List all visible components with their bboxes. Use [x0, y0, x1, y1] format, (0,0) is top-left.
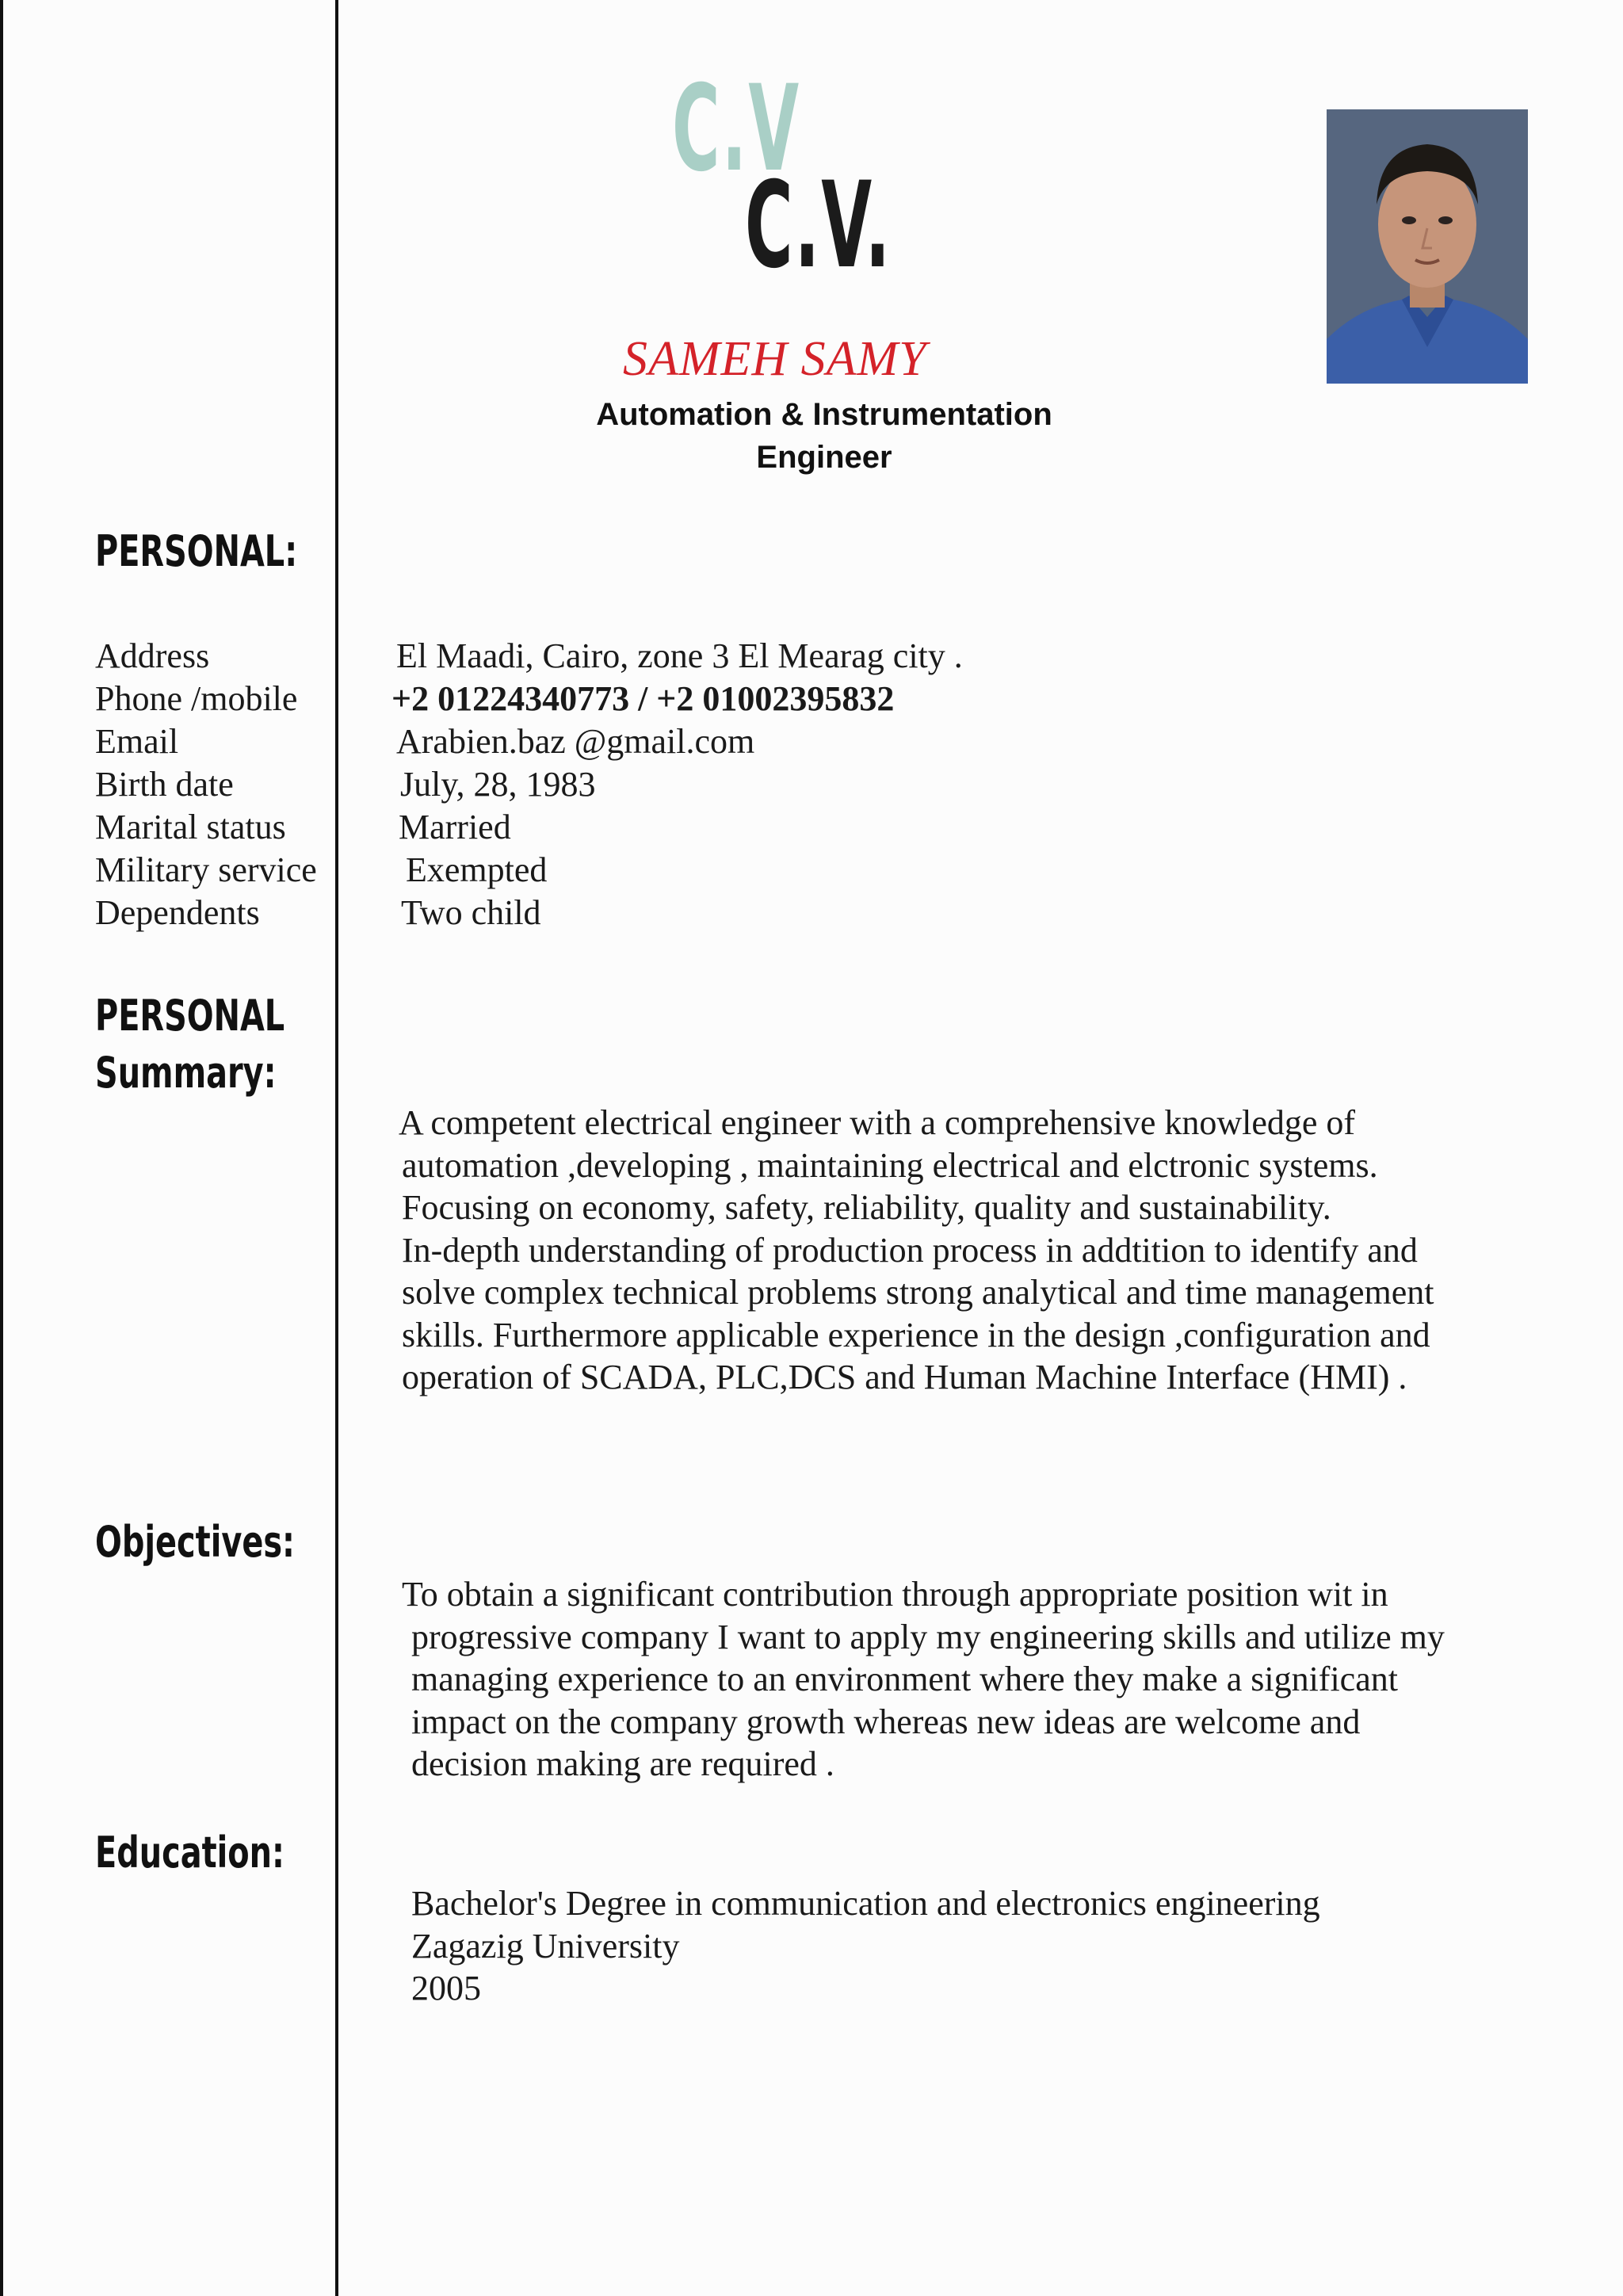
birth-date-label: Birth date — [95, 765, 234, 804]
profile-photo — [1327, 109, 1528, 384]
dependents-value: Two child — [401, 893, 541, 932]
address-value: El Maadi, Cairo, zone 3 El Mearag city . — [396, 636, 963, 675]
education-text — [411, 1882, 1320, 2010]
summary-heading-line-2: Summary: — [95, 1048, 277, 1098]
job-title-line-2: Engineer — [756, 440, 892, 475]
dependents-label: Dependents — [95, 893, 260, 932]
summary-line: skills. Furthermore applicable experience in the design ,configuration and — [402, 1315, 1430, 1354]
objectives-text — [402, 1573, 1445, 1786]
summary-line: operation of SCADA, PLC,DCS and Human Machine Interface (HMI) . — [402, 1358, 1407, 1396]
cv-logo: C.V. — [745, 157, 892, 295]
column-divider-line — [335, 0, 338, 2296]
objectives-line: managing experience to an environment where they make a significant — [411, 1660, 1398, 1698]
email-value: Arabien.baz @gmail.com — [396, 722, 755, 761]
candidate-name: SAMEH SAMY — [623, 332, 927, 386]
degree-line: Bachelor's Degree in communication and electronics engineering — [411, 1884, 1320, 1923]
objectives-line: impact on the company growth whereas new ideas are welcome and — [411, 1702, 1361, 1741]
summary-line: In-depth understanding of production process in addtition to identify and — [402, 1230, 1418, 1270]
objectives-line: decision making are required . — [411, 1744, 834, 1783]
email-label: Email — [95, 722, 179, 761]
summary-heading-line-1: PERSONAL — [95, 991, 285, 1041]
military-service-value: Exempted — [406, 850, 548, 889]
summary-text — [399, 1102, 1434, 1399]
education-heading: Education: — [95, 1828, 285, 1878]
objectives-line: To obtain a significant contribution through appropriate position wit in — [402, 1575, 1388, 1614]
summary-line: Focusing on economy, safety, reliability, quality and sustainability. — [402, 1188, 1331, 1227]
graduation-year: 2005 — [411, 1969, 481, 2008]
phone-value: +2 01224340773 / +2 01002395832 — [391, 679, 895, 718]
summary-line: A competent electrical engineer with a comprehensive knowledge of — [399, 1103, 1356, 1142]
military-service-label: Military service — [95, 850, 317, 889]
objectives-heading: Objectives: — [95, 1517, 295, 1567]
marital-status-label: Marital status — [95, 808, 286, 846]
birth-date-value: July, 28, 1983 — [400, 765, 596, 804]
personal-heading: PERSONAL: — [95, 526, 298, 576]
summary-line: automation ,developing , maintaining electrical and elctronic systems. — [402, 1145, 1378, 1185]
left-border-line — [0, 0, 3, 2296]
university-line: Zagazig University — [411, 1926, 680, 1966]
address-label: Address — [95, 636, 210, 675]
marital-status-value: Married — [399, 808, 511, 846]
portrait-icon — [1327, 109, 1528, 384]
job-title-line-1: Automation & Instrumentation — [596, 397, 1052, 432]
job-title — [555, 393, 1094, 479]
phone-label: Phone /mobile — [95, 679, 298, 718]
cv-logo-shadow: C.V — [672, 60, 801, 198]
summary-heading — [95, 988, 285, 1102]
summary-line: solve complex technical problems strong analytical and time management — [402, 1273, 1434, 1312]
objectives-line: progressive company I want to apply my engineering skills and utilize my — [411, 1617, 1445, 1656]
